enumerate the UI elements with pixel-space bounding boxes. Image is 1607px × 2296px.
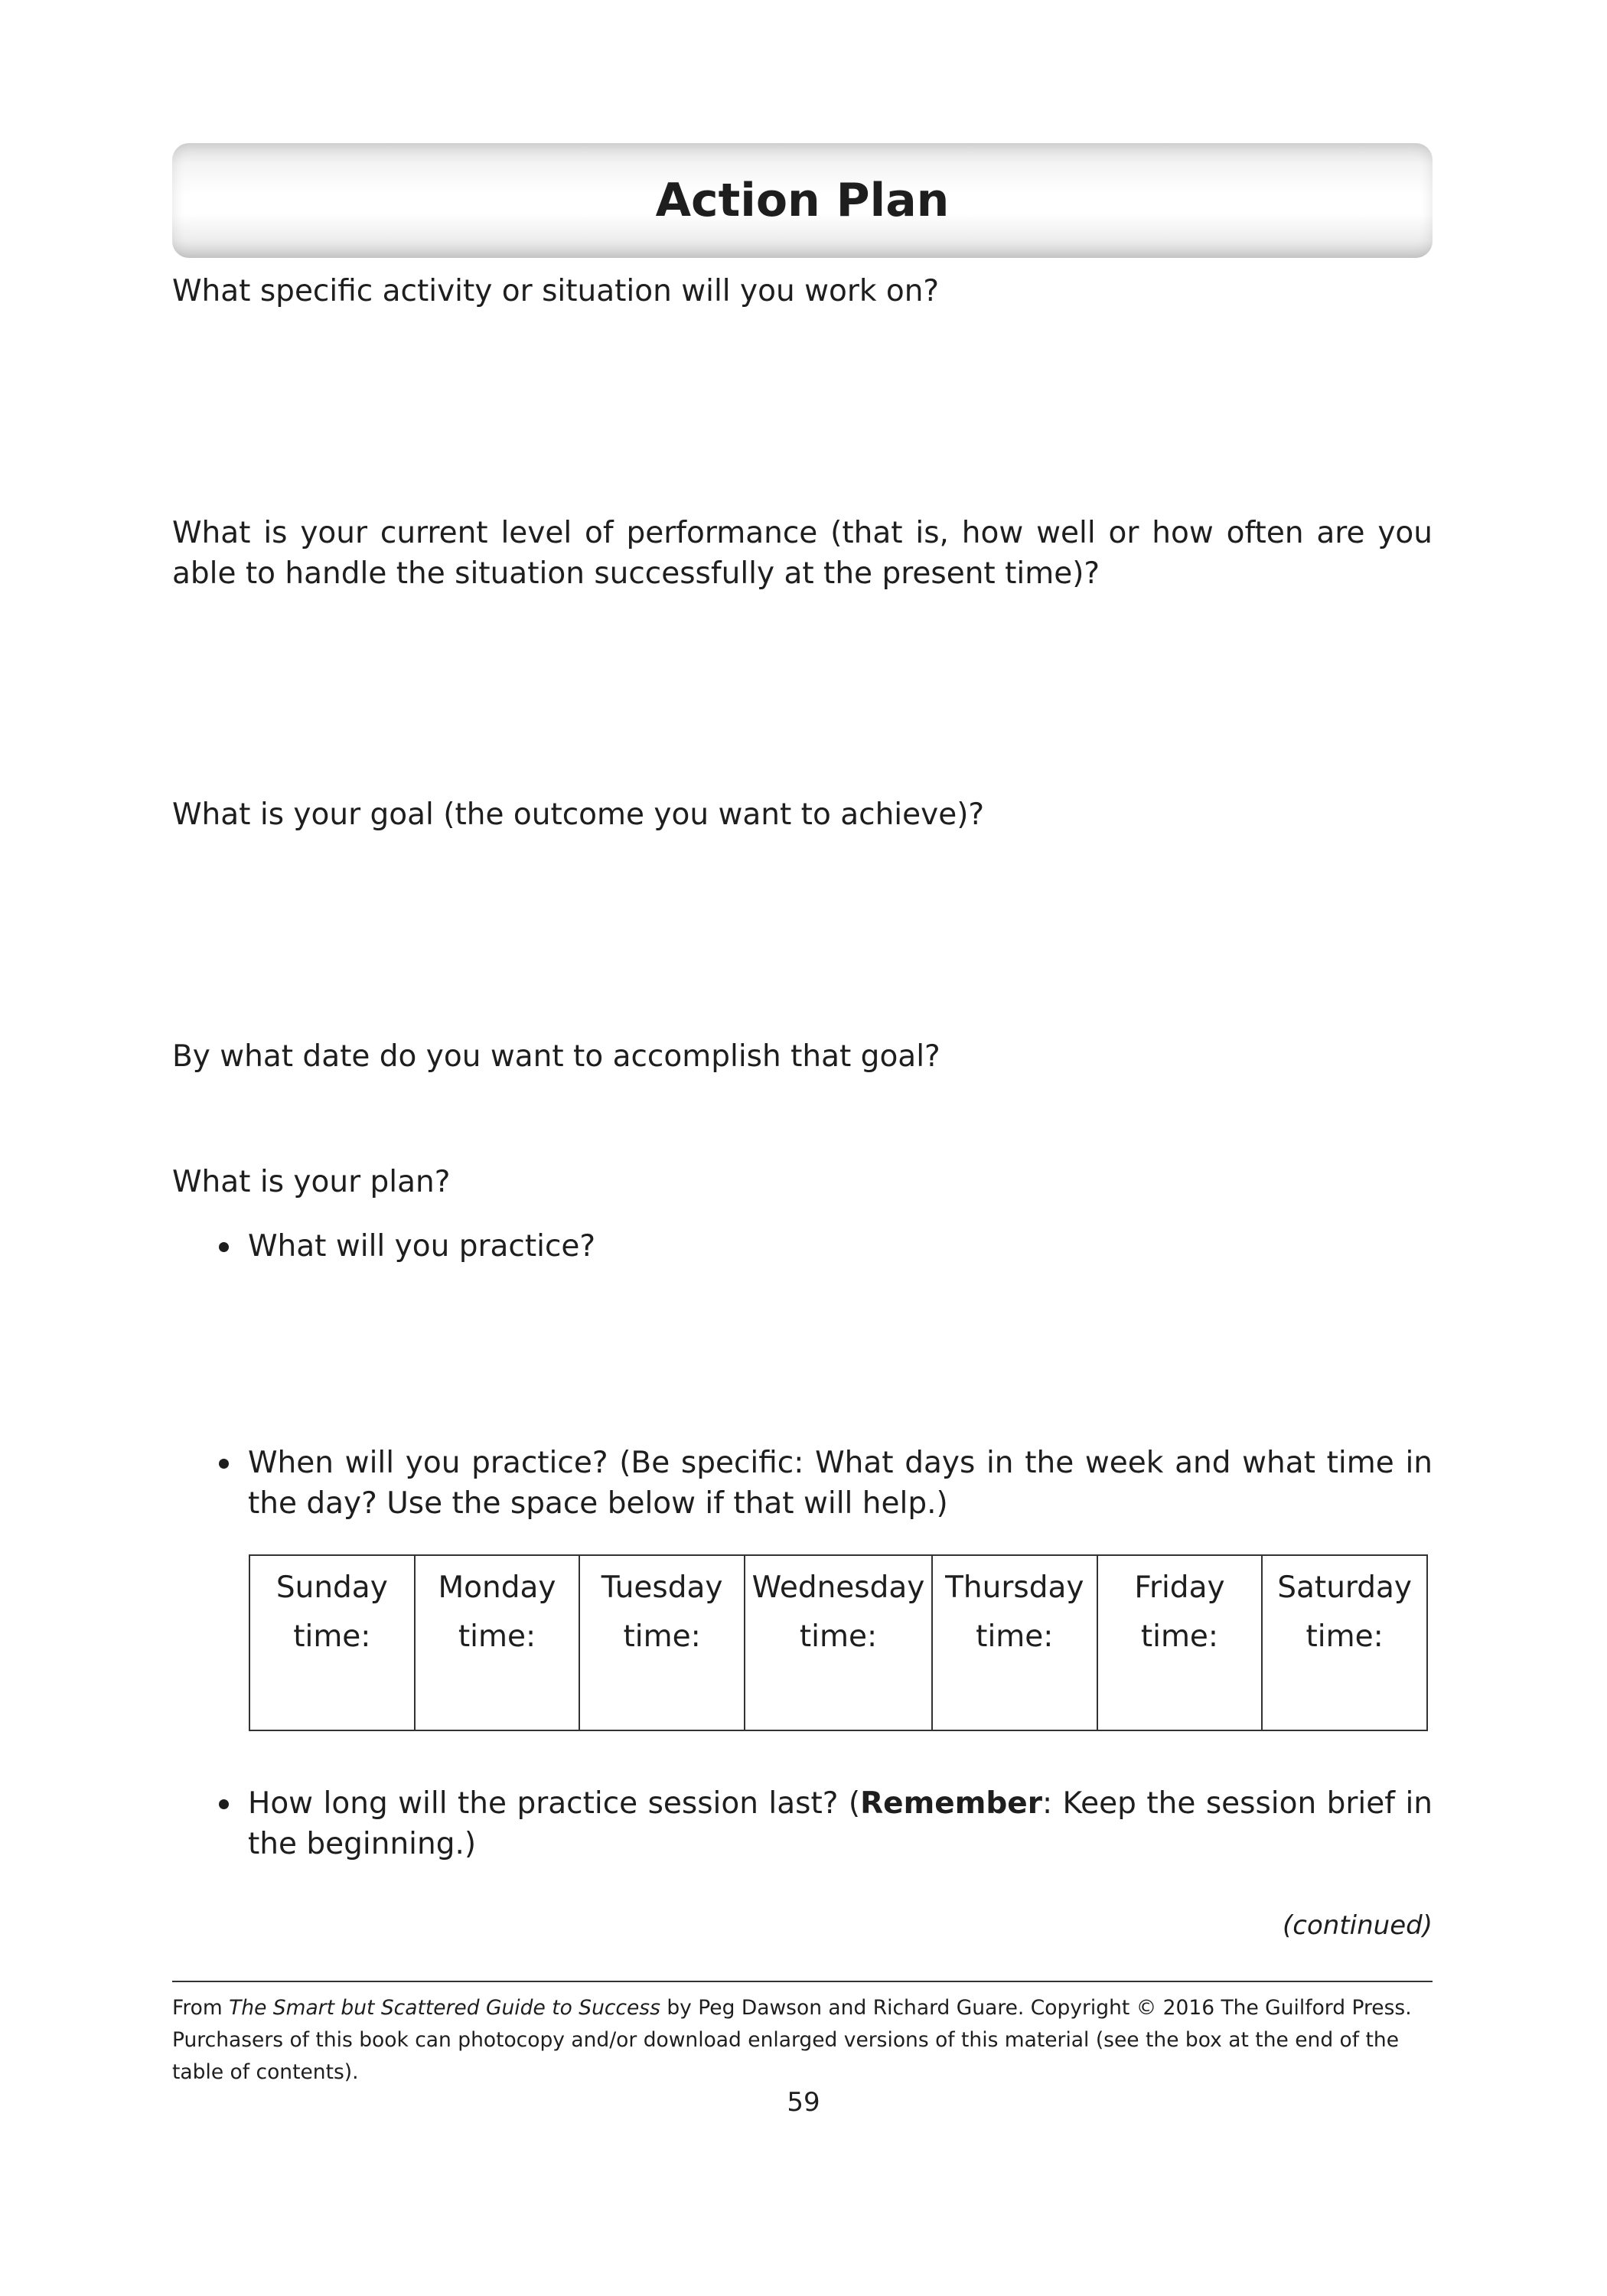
weekly-schedule-table — [249, 1554, 1428, 1731]
schedule-cell-tuesday[interactable] — [579, 1555, 745, 1730]
schedule-cell-saturday[interactable] — [1262, 1555, 1427, 1730]
day-label: Tuesday — [601, 1570, 723, 1605]
bullet-practice-what: What will you practice? — [248, 1226, 1433, 1267]
footer-from: From — [172, 1996, 230, 2020]
time-label: time: — [799, 1619, 878, 1654]
footer-rest: by Peg Dawson and Richard Guare. Copyright © 2016 The Guilford Press. Purchasers of this book can photocopy and/or download enlarged versions of this material (see the box at the end of the table of contents). — [172, 1996, 1412, 2084]
footer-divider — [172, 1981, 1433, 1982]
title-banner — [172, 143, 1433, 258]
question-current-level: What is your current level of performance (that is, how well or how often are you able to handle the situation successfully at the present time)? — [172, 516, 1433, 591]
schedule-cell-sunday[interactable] — [249, 1555, 415, 1730]
time-label: time: — [1140, 1619, 1219, 1654]
question-date: By what date do you want to accomplish that goal? — [172, 1039, 940, 1074]
question-activity: What specific activity or situation will you work on? — [172, 274, 940, 308]
question-plan: What is your plan? — [172, 1165, 451, 1199]
copyright-footer — [172, 1992, 1433, 2089]
question-goal: What is your goal (the outcome you want to achieve)? — [172, 797, 985, 832]
page-title: Action Plan — [655, 174, 950, 227]
session-length-prefix: How long will the practice session last? ( — [248, 1786, 861, 1821]
time-label: time: — [458, 1619, 536, 1654]
schedule-row — [249, 1555, 1427, 1730]
day-label: Monday — [438, 1570, 556, 1605]
schedule-cell-monday[interactable] — [415, 1555, 580, 1730]
time-label: time: — [1305, 1619, 1384, 1654]
time-label: time: — [976, 1619, 1054, 1654]
day-label: Sunday — [275, 1570, 388, 1605]
continued-note: (continued) — [1283, 1910, 1433, 1941]
schedule-cell-thursday[interactable] — [932, 1555, 1097, 1730]
schedule-cell-friday[interactable] — [1097, 1555, 1263, 1730]
bullet-session-length — [248, 1783, 1433, 1864]
day-label: Thursday — [945, 1570, 1084, 1605]
schedule-cell-wednesday[interactable] — [745, 1555, 932, 1730]
footer-book-title: The Smart but Scattered Guide to Success — [229, 1996, 660, 2020]
bullet-practice-when: When will you practice? (Be specific: What days in the week and what time in the day? Use the space below if that will help.) — [248, 1443, 1433, 1524]
time-label: time: — [293, 1619, 371, 1654]
day-label: Saturday — [1277, 1570, 1413, 1605]
session-length-suffix: : Keep the session brief in the beginning.) — [248, 1786, 1433, 1861]
time-label: time: — [623, 1619, 701, 1654]
day-label: Wednesday — [751, 1570, 925, 1605]
page-number: 59 — [787, 2087, 820, 2118]
remember-bold: Remember — [860, 1786, 1042, 1821]
day-label: Friday — [1134, 1570, 1225, 1605]
